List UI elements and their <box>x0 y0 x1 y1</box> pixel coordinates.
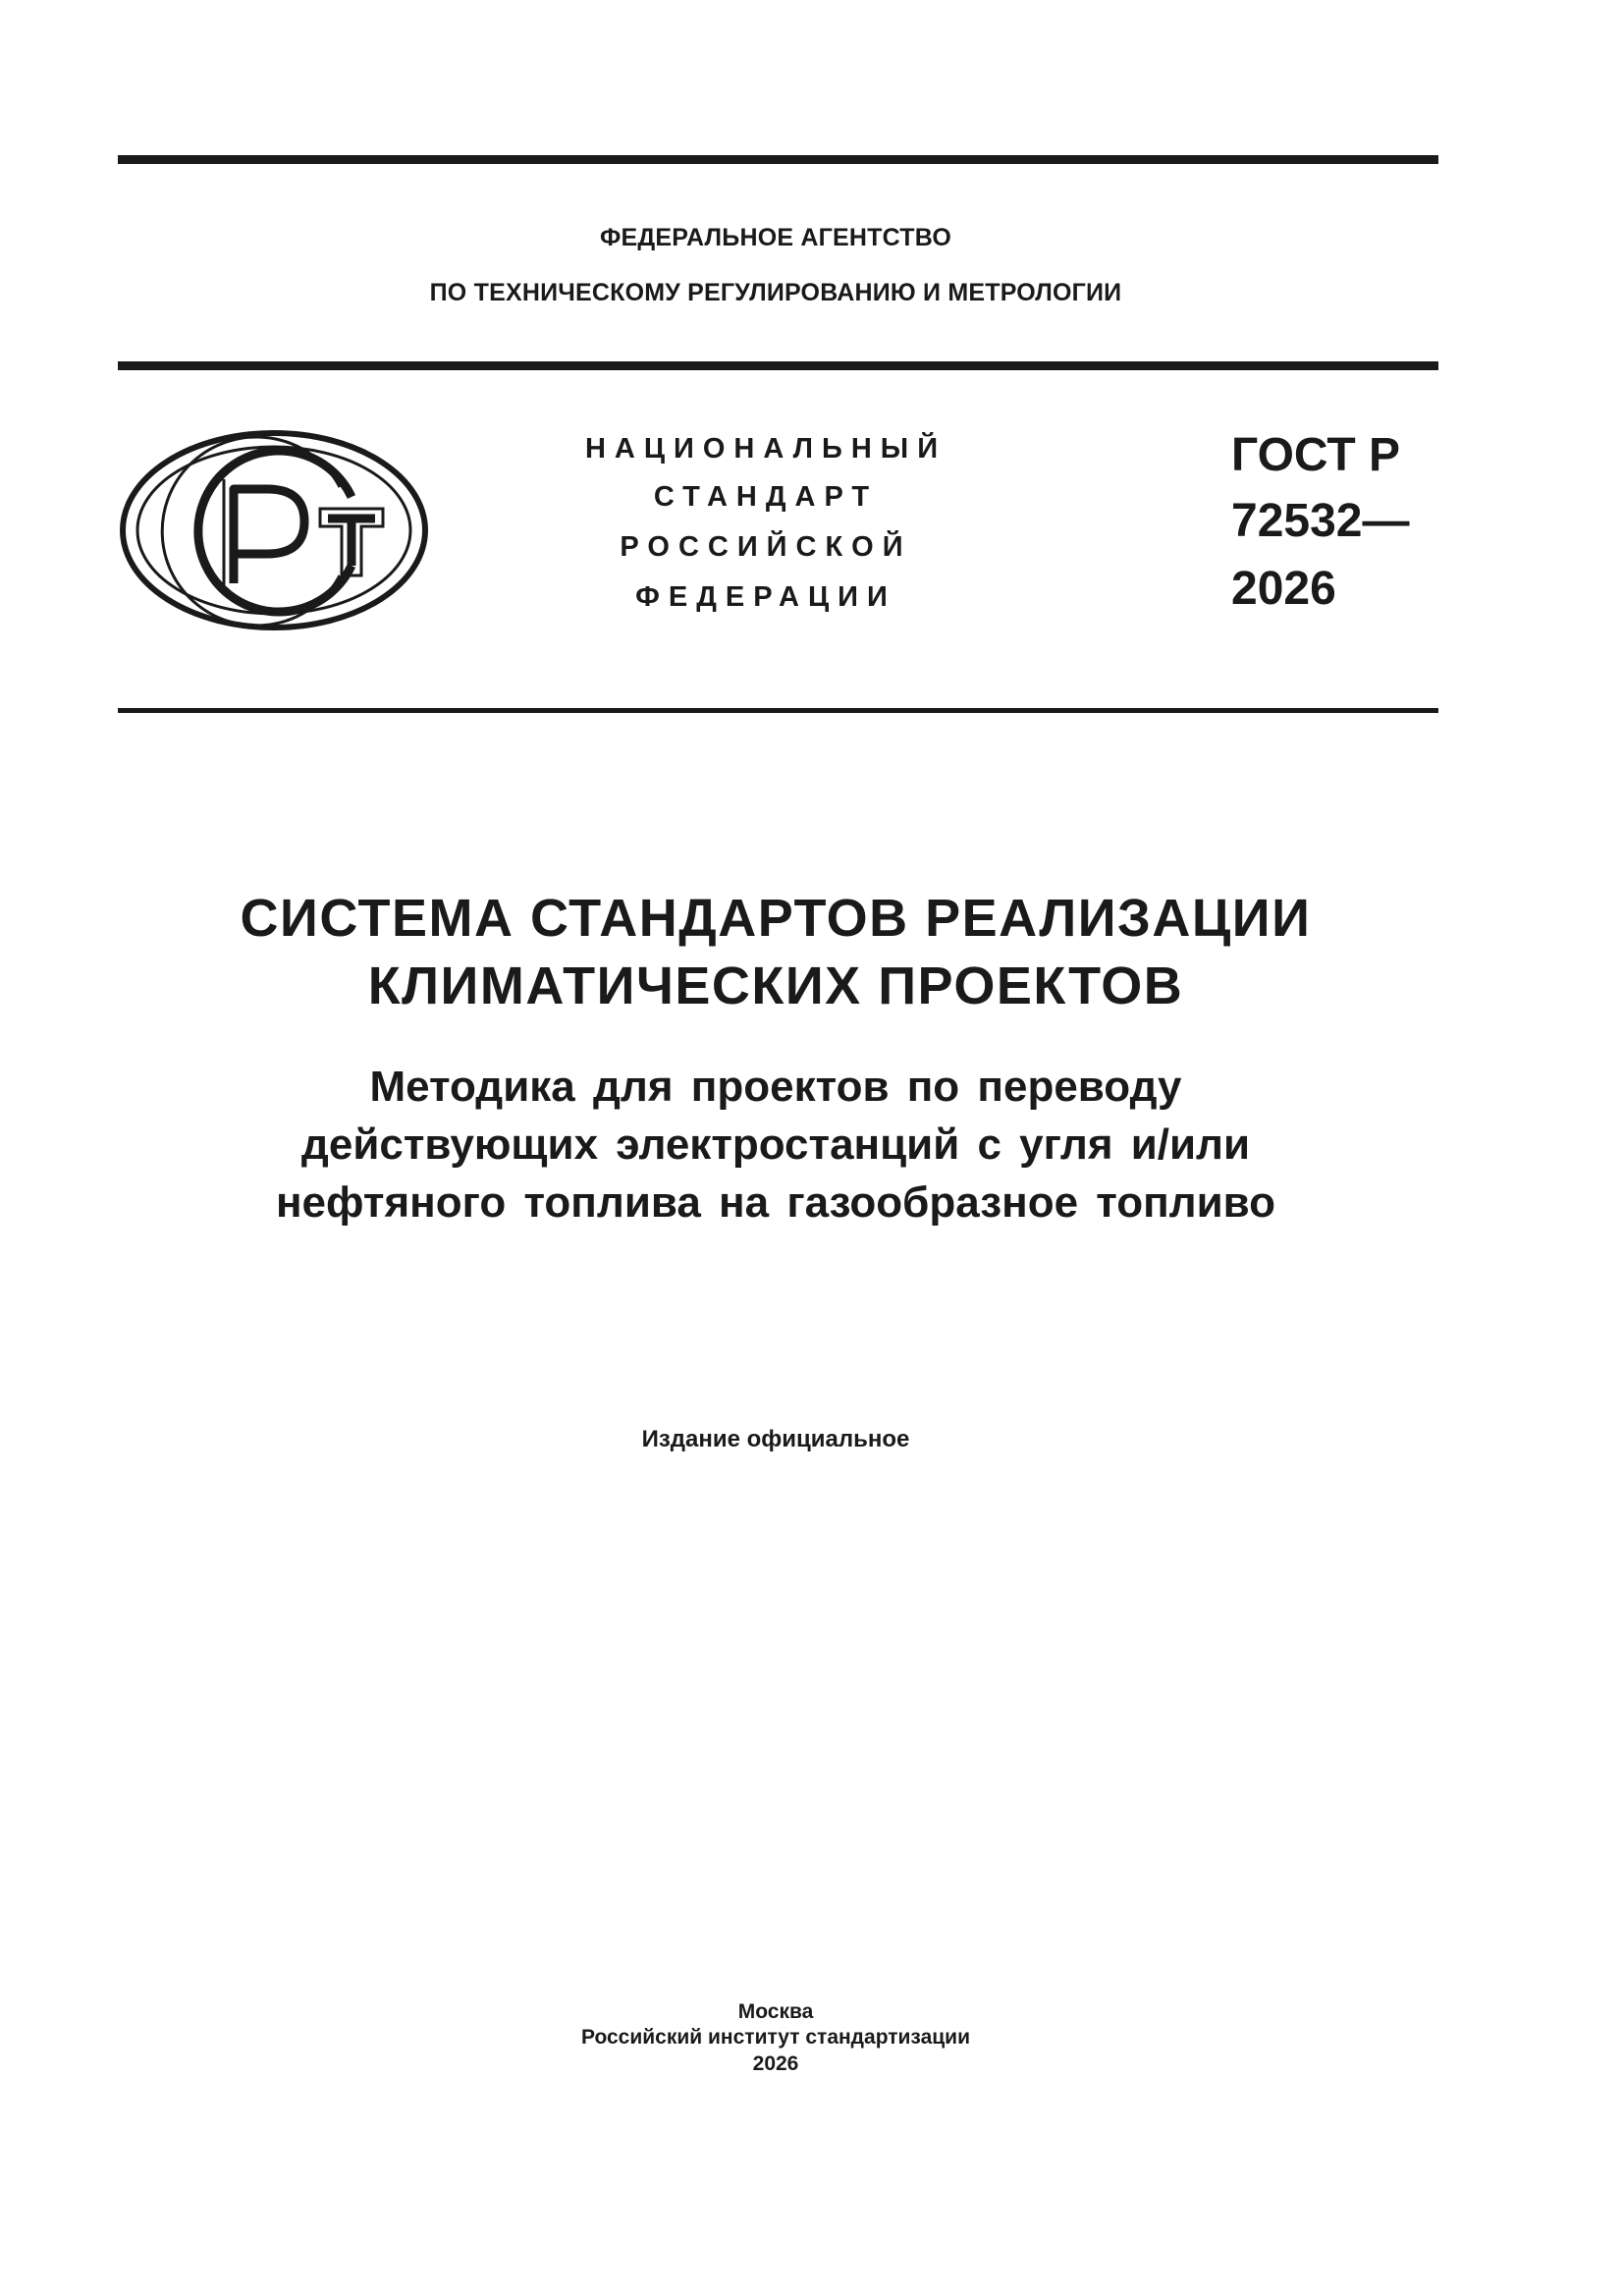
national-standard-line-1: НАЦИОНАЛЬНЫЙ <box>584 433 947 465</box>
national-standard-line-2: СТАНДАРТ <box>653 481 879 513</box>
designation-rule <box>118 708 1438 713</box>
rst-certification-mark-icon <box>118 428 430 632</box>
gost-number-line-2: 72532— <box>1231 495 1410 547</box>
document-title-line-1: СИСТЕМА СТАНДАРТОВ РЕАЛИЗАЦИИ <box>240 889 1312 948</box>
document-subtitle-line-3: нефтяного топлива на газообразное топливо <box>275 1178 1276 1227</box>
gost-number-line-1: ГОСТ Р <box>1231 429 1401 481</box>
agency-line-1: ФЕДЕРАЛЬНОЕ АГЕНТСТВО <box>600 224 951 251</box>
document-subtitle-line-1: Методика для проектов по переводу <box>369 1063 1182 1111</box>
document-title-line-2: КЛИМАТИЧЕСКИХ ПРОЕКТОВ <box>367 957 1184 1015</box>
top-rule <box>118 155 1438 164</box>
imprint-year: 2026 <box>752 2052 799 2075</box>
document-subtitle-line-2: действующих электростанций с угля и/или <box>300 1121 1251 1169</box>
national-standard-line-3: РОССИЙСКОЙ <box>620 531 912 563</box>
official-edition-label: Издание официальное <box>641 1426 910 1452</box>
imprint-city: Москва <box>737 2000 814 2023</box>
imprint-publisher: Российский институт стандартизации <box>580 2026 971 2049</box>
agency-line-2: ПО ТЕХНИЧЕСКОМУ РЕГУЛИРОВАНИЮ И МЕТРОЛОГИИ <box>429 279 1122 306</box>
national-standard-line-4: ФЕДЕРАЦИИ <box>635 581 896 613</box>
gost-number-line-3: 2026 <box>1231 563 1336 615</box>
header-rule <box>118 361 1438 370</box>
